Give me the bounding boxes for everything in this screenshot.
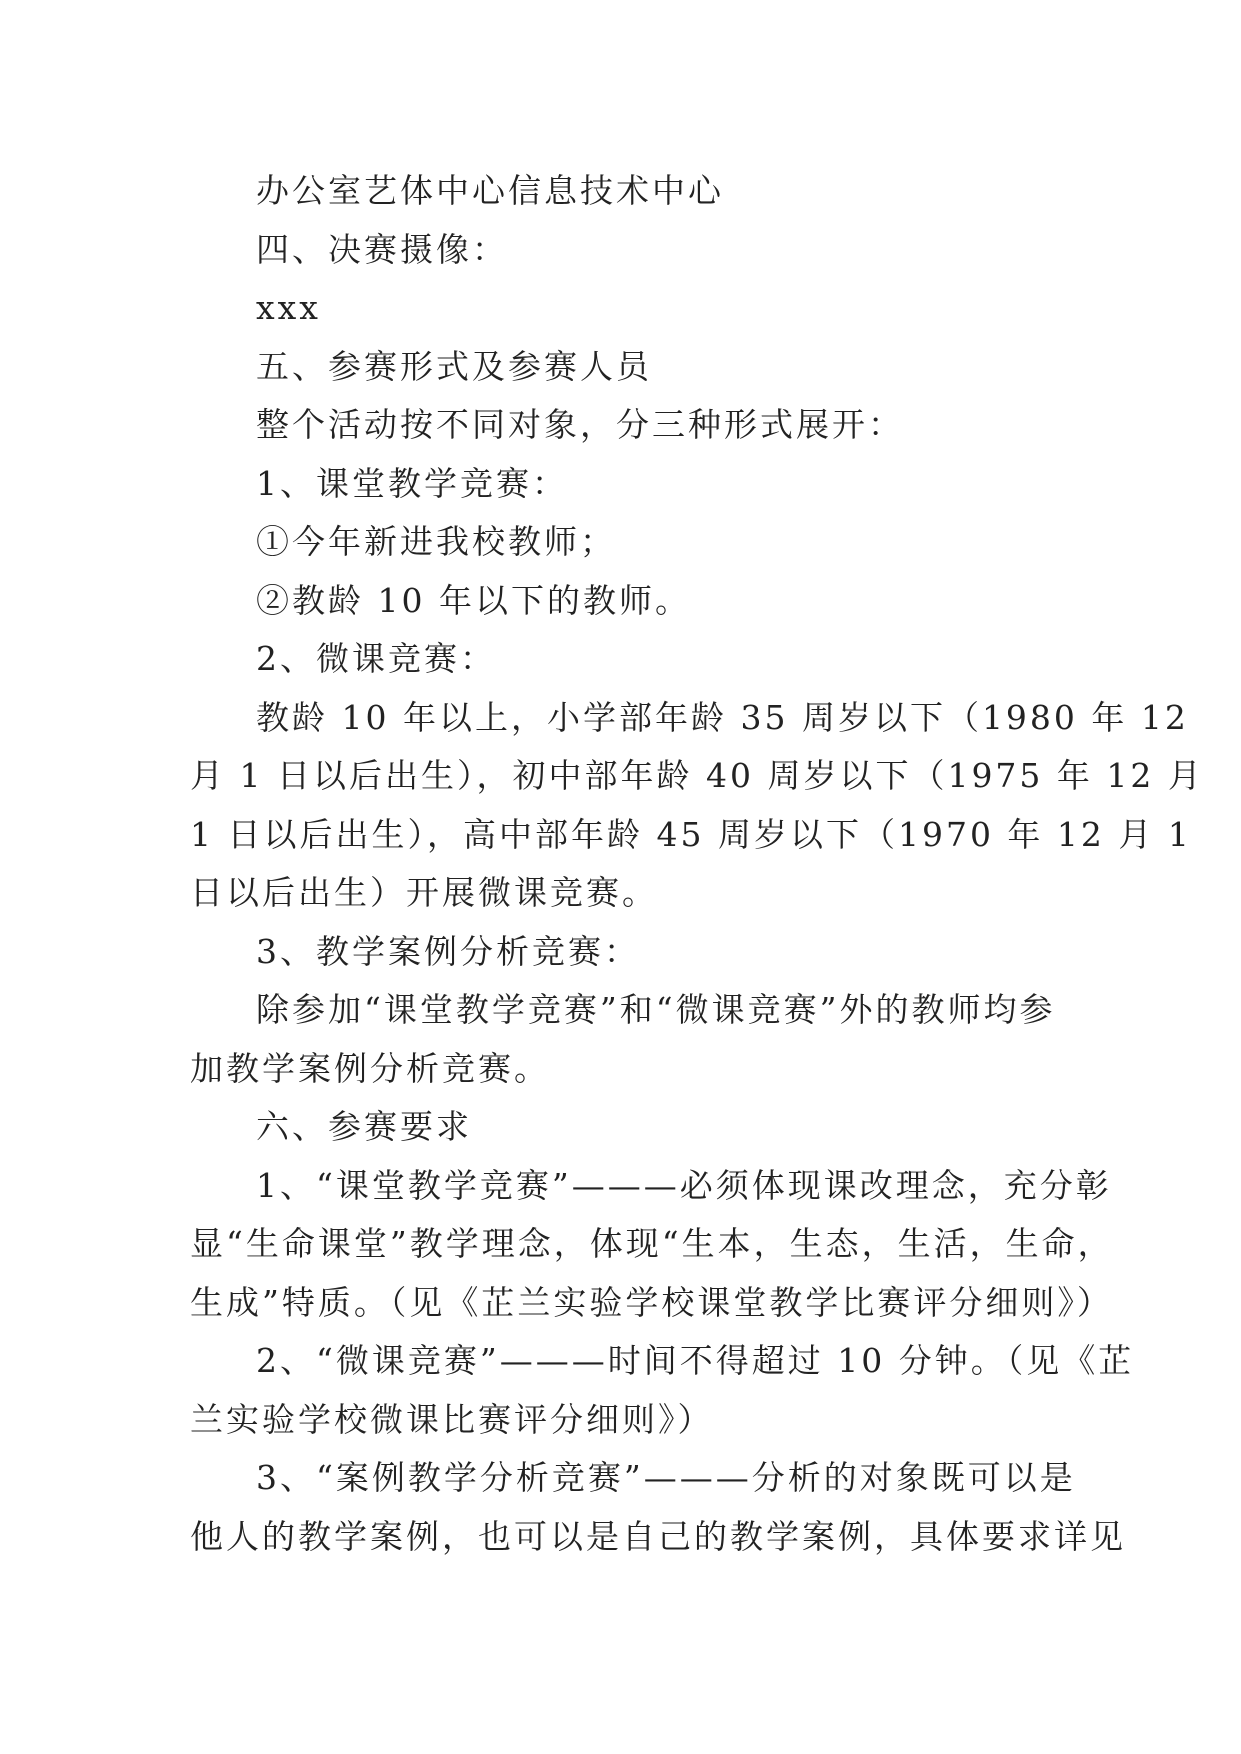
text-line: 兰实验学校微课比赛评分细则》） [190, 1399, 714, 1439]
text-line: 显“生命课堂”教学理念，体现“生本，生态，生活，生命， [190, 1224, 1114, 1263]
subsection-heading: 2、微课竞赛： [256, 639, 496, 678]
subsection-heading: 1、课堂教学竞赛： [256, 463, 568, 503]
text-line: 日以后出生）开展微课竞赛。 [190, 873, 658, 912]
text-line: 1、“课堂教学竞赛”———必须体现课改理念，充分彰 [256, 1165, 1112, 1205]
section-heading: 五、参赛形式及参赛人员 [256, 346, 652, 386]
list-item: ①今年新进我校教师； [256, 522, 616, 561]
text-line: 办公室艺体中心信息技术中心 [256, 171, 724, 210]
text-line: 加教学案例分析竞赛。 [190, 1048, 550, 1088]
text-line: 生成”特质。（见《芷兰实验学校课堂教学比赛评分细则》） [190, 1282, 1113, 1322]
text-line: 月 1 日以后出生），初中部年龄 40 周岁以下（1975 年 12 月 [190, 756, 1204, 795]
text-line: 除参加“课堂教学竞赛”和“微课竞赛”外的教师均参 [256, 990, 1056, 1029]
text-line: 整个活动按不同对象，分三种形式展开： [256, 405, 904, 444]
document-body [190, 162, 1204, 1566]
subsection-heading: 3、教学案例分析竞赛： [256, 931, 640, 971]
text-line: 教龄 10 年以上，小学部年龄 35 周岁以下（1980 年 12 [256, 697, 1189, 737]
list-item: ②教龄 10 年以下的教师。 [256, 580, 691, 620]
section-heading: 四、决赛摄像： [256, 229, 508, 269]
text-line: 他人的教学案例，也可以是自己的教学案例，具体要求详见 [190, 1516, 1126, 1556]
text-line: xxx [256, 288, 321, 327]
section-heading: 六、参赛要求 [256, 1107, 472, 1146]
text-line: 3、“案例教学分析竞赛”———分析的对象既可以是 [256, 1458, 1076, 1497]
text-line: 1 日以后出生），高中部年龄 45 周岁以下（1970 年 12 月 1 [190, 814, 1192, 854]
text-line: 2、“微课竞赛”———时间不得超过 10 分钟。（见《芷 [256, 1341, 1135, 1380]
